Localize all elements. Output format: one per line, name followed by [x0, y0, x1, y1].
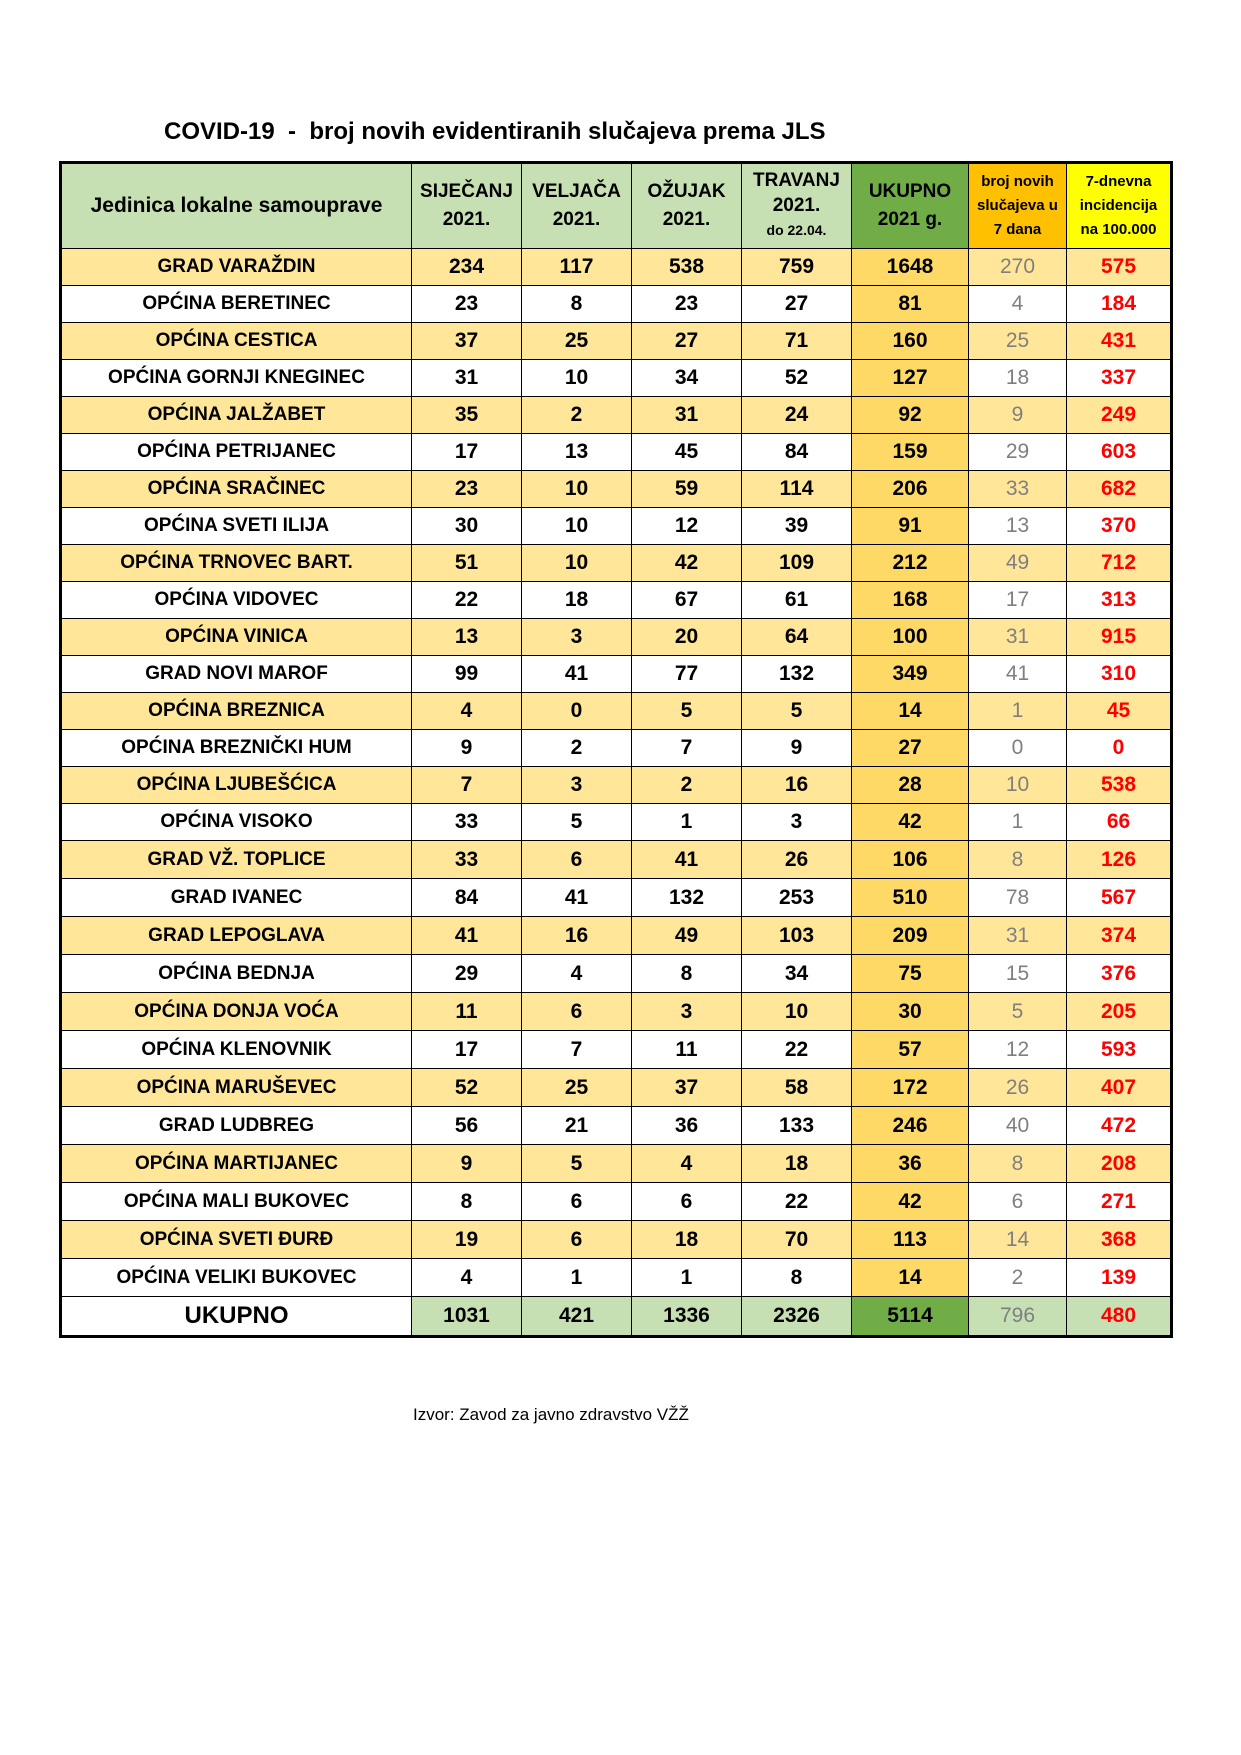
- table-row: [61, 993, 1172, 1031]
- cell-april: 27: [742, 286, 852, 323]
- total-new-7-days: 796: [969, 1297, 1067, 1337]
- source-note: Izvor: Zavod za javno zdravstvo VŽŽ: [413, 1405, 689, 1424]
- cell-new-7-days: 40: [969, 1107, 1067, 1145]
- cell-march: 27: [632, 323, 742, 360]
- cell-total-2021: 81: [852, 286, 969, 323]
- cell-total-2021: 127: [852, 360, 969, 397]
- cell-incidence: 126: [1067, 841, 1172, 879]
- cell-total-2021: 510: [852, 879, 969, 917]
- cell-incidence: 370: [1067, 508, 1172, 545]
- cell-new-7-days: 41: [969, 656, 1067, 693]
- cell-total-2021: 27: [852, 730, 969, 767]
- cell-new-7-days: 26: [969, 1069, 1067, 1107]
- cell-municipality: OPĆINA SVETI ĐURĐ: [61, 1221, 412, 1259]
- table-row: [61, 508, 1172, 545]
- header-february-year: 2021.: [552, 209, 601, 230]
- cell-incidence: 271: [1067, 1183, 1172, 1221]
- cell-march: 4: [632, 1145, 742, 1183]
- table-body: [61, 249, 1172, 1297]
- cell-february: 10: [522, 360, 632, 397]
- cell-municipality: OPĆINA KLENOVNIK: [61, 1031, 412, 1069]
- table-row: [61, 323, 1172, 360]
- cell-february: 41: [522, 656, 632, 693]
- page-title: COVID-19 - broj novih evidentiranih slučajeva prema JLS: [164, 118, 826, 145]
- cell-february: 3: [522, 619, 632, 656]
- cell-february: 5: [522, 1145, 632, 1183]
- cell-incidence: 310: [1067, 656, 1172, 693]
- cell-march: 8: [632, 955, 742, 993]
- table-row: [61, 1183, 1172, 1221]
- cell-january: 7: [412, 767, 522, 804]
- cell-january: 17: [412, 434, 522, 471]
- cell-new-7-days: 29: [969, 434, 1067, 471]
- table-row: [61, 249, 1172, 286]
- cell-march: 12: [632, 508, 742, 545]
- cell-january: 51: [412, 545, 522, 582]
- cell-total-2021: 92: [852, 397, 969, 434]
- header-april: [742, 163, 852, 249]
- cell-incidence: 682: [1067, 471, 1172, 508]
- header-total: [852, 163, 969, 249]
- cell-new-7-days: 9: [969, 397, 1067, 434]
- cell-municipality: OPĆINA BREZNICA: [61, 693, 412, 730]
- cell-total-2021: 30: [852, 993, 969, 1031]
- cell-new-7-days: 18: [969, 360, 1067, 397]
- cell-april: 71: [742, 323, 852, 360]
- cell-january: 41: [412, 917, 522, 955]
- cell-municipality: OPĆINA MARTIJANEC: [61, 1145, 412, 1183]
- cell-february: 18: [522, 582, 632, 619]
- cell-january: 4: [412, 693, 522, 730]
- cell-municipality: GRAD LEPOGLAVA: [61, 917, 412, 955]
- covid-cases-table: [59, 161, 1173, 1338]
- cell-incidence: 915: [1067, 619, 1172, 656]
- cell-new-7-days: 25: [969, 323, 1067, 360]
- cell-incidence: 368: [1067, 1221, 1172, 1259]
- table-row: [61, 917, 1172, 955]
- cell-new-7-days: 33: [969, 471, 1067, 508]
- cell-total-2021: 168: [852, 582, 969, 619]
- table-row: [61, 693, 1172, 730]
- cell-new-7-days: 10: [969, 767, 1067, 804]
- cell-january: 30: [412, 508, 522, 545]
- table-row: [61, 397, 1172, 434]
- cell-january: 9: [412, 1145, 522, 1183]
- header-january-month: SIJEČANJ: [420, 181, 513, 203]
- table-row: [61, 434, 1172, 471]
- cell-february: 4: [522, 955, 632, 993]
- cell-february: 21: [522, 1107, 632, 1145]
- cell-total-2021: 172: [852, 1069, 969, 1107]
- cell-municipality: GRAD VŽ. TOPLICE: [61, 841, 412, 879]
- cell-total-2021: 28: [852, 767, 969, 804]
- cell-new-7-days: 0: [969, 730, 1067, 767]
- cell-total-2021: 14: [852, 1259, 969, 1297]
- cell-january: 84: [412, 879, 522, 917]
- cell-municipality: OPĆINA VINICA: [61, 619, 412, 656]
- cell-march: 23: [632, 286, 742, 323]
- cell-incidence: 538: [1067, 767, 1172, 804]
- table-row: [61, 1069, 1172, 1107]
- cell-incidence: 376: [1067, 955, 1172, 993]
- cell-february: 10: [522, 545, 632, 582]
- header-new7-line1: broj novih: [981, 173, 1054, 190]
- cell-total-2021: 14: [852, 693, 969, 730]
- cell-new-7-days: 2: [969, 1259, 1067, 1297]
- cell-municipality: OPĆINA BREZNIČKI HUM: [61, 730, 412, 767]
- header-april-note: do 22.04.: [766, 222, 827, 239]
- cell-municipality: OPĆINA BERETINEC: [61, 286, 412, 323]
- cell-new-7-days: 13: [969, 508, 1067, 545]
- cell-april: 18: [742, 1145, 852, 1183]
- cell-incidence: 593: [1067, 1031, 1172, 1069]
- cell-april: 70: [742, 1221, 852, 1259]
- cell-municipality: OPĆINA CESTICA: [61, 323, 412, 360]
- cell-municipality: OPĆINA GORNJI KNEGINEC: [61, 360, 412, 397]
- header-inc-line2: incidencija: [1079, 197, 1158, 214]
- cell-february: 2: [522, 397, 632, 434]
- cell-incidence: 313: [1067, 582, 1172, 619]
- header-total-year: 2021 g.: [877, 209, 943, 230]
- cell-february: 13: [522, 434, 632, 471]
- table-row: [61, 1221, 1172, 1259]
- cell-january: 37: [412, 323, 522, 360]
- total-february: 421: [522, 1297, 632, 1337]
- cell-march: 45: [632, 434, 742, 471]
- cell-total-2021: 246: [852, 1107, 969, 1145]
- cell-april: 84: [742, 434, 852, 471]
- cell-municipality: OPĆINA SRAČINEC: [61, 471, 412, 508]
- cell-new-7-days: 5: [969, 993, 1067, 1031]
- header-total-label: UKUPNO: [868, 181, 952, 203]
- cell-municipality: OPĆINA VIDOVEC: [61, 582, 412, 619]
- cell-municipality: OPĆINA DONJA VOĆA: [61, 993, 412, 1031]
- table-row: [61, 1145, 1172, 1183]
- cell-municipality: OPĆINA TRNOVEC BART.: [61, 545, 412, 582]
- table-row: [61, 841, 1172, 879]
- header-march: [632, 163, 742, 249]
- header-january: [412, 163, 522, 249]
- cell-january: 234: [412, 249, 522, 286]
- cell-march: 3: [632, 993, 742, 1031]
- cell-incidence: 208: [1067, 1145, 1172, 1183]
- cell-march: 67: [632, 582, 742, 619]
- cell-incidence: 139: [1067, 1259, 1172, 1297]
- cell-new-7-days: 49: [969, 545, 1067, 582]
- cell-municipality: OPĆINA SVETI ILIJA: [61, 508, 412, 545]
- cell-new-7-days: 17: [969, 582, 1067, 619]
- cell-incidence: 374: [1067, 917, 1172, 955]
- cell-total-2021: 100: [852, 619, 969, 656]
- table-row: [61, 955, 1172, 993]
- cell-february: 6: [522, 1183, 632, 1221]
- header-february: [522, 163, 632, 249]
- header-new7-line3: 7 dana: [993, 221, 1042, 238]
- cell-january: 22: [412, 582, 522, 619]
- cell-incidence: 712: [1067, 545, 1172, 582]
- header-april-month: TRAVANJ: [753, 169, 840, 191]
- table-row: [61, 1259, 1172, 1297]
- cell-april: 133: [742, 1107, 852, 1145]
- cell-incidence: 0: [1067, 730, 1172, 767]
- cell-february: 2: [522, 730, 632, 767]
- cell-march: 42: [632, 545, 742, 582]
- cell-march: 6: [632, 1183, 742, 1221]
- cell-february: 6: [522, 993, 632, 1031]
- cell-january: 31: [412, 360, 522, 397]
- cell-january: 11: [412, 993, 522, 1031]
- cell-incidence: 603: [1067, 434, 1172, 471]
- cell-municipality: OPĆINA VELIKI BUKOVEC: [61, 1259, 412, 1297]
- cell-february: 25: [522, 323, 632, 360]
- header-municipality: [61, 163, 412, 249]
- cell-new-7-days: 15: [969, 955, 1067, 993]
- cell-january: 52: [412, 1069, 522, 1107]
- cell-total-2021: 159: [852, 434, 969, 471]
- cell-new-7-days: 8: [969, 841, 1067, 879]
- cell-april: 34: [742, 955, 852, 993]
- cell-march: 41: [632, 841, 742, 879]
- cell-february: 6: [522, 1221, 632, 1259]
- header-incidence: [1067, 163, 1172, 249]
- cell-january: 23: [412, 471, 522, 508]
- cell-municipality: OPĆINA MARUŠEVEC: [61, 1069, 412, 1107]
- cell-municipality: OPĆINA MALI BUKOVEC: [61, 1183, 412, 1221]
- table-row: [61, 619, 1172, 656]
- total-label: UKUPNO: [61, 1297, 412, 1337]
- cell-april: 109: [742, 545, 852, 582]
- cell-april: 253: [742, 879, 852, 917]
- cell-february: 16: [522, 917, 632, 955]
- cell-april: 9: [742, 730, 852, 767]
- cell-incidence: 45: [1067, 693, 1172, 730]
- cell-january: 8: [412, 1183, 522, 1221]
- cell-february: 8: [522, 286, 632, 323]
- cell-april: 52: [742, 360, 852, 397]
- cell-march: 20: [632, 619, 742, 656]
- cell-total-2021: 113: [852, 1221, 969, 1259]
- cell-incidence: 431: [1067, 323, 1172, 360]
- cell-january: 4: [412, 1259, 522, 1297]
- cell-april: 16: [742, 767, 852, 804]
- cell-march: 34: [632, 360, 742, 397]
- cell-total-2021: 75: [852, 955, 969, 993]
- cell-march: 538: [632, 249, 742, 286]
- total-march: 1336: [632, 1297, 742, 1337]
- cell-new-7-days: 78: [969, 879, 1067, 917]
- cell-new-7-days: 1: [969, 804, 1067, 841]
- cell-total-2021: 209: [852, 917, 969, 955]
- header-new7-line2: slučajeva u: [977, 197, 1058, 214]
- cell-february: 5: [522, 804, 632, 841]
- cell-total-2021: 206: [852, 471, 969, 508]
- cell-new-7-days: 31: [969, 619, 1067, 656]
- cell-total-2021: 42: [852, 804, 969, 841]
- table-header-row: [61, 163, 1172, 249]
- cell-incidence: 567: [1067, 879, 1172, 917]
- cell-january: 99: [412, 656, 522, 693]
- cell-new-7-days: 8: [969, 1145, 1067, 1183]
- cell-april: 5: [742, 693, 852, 730]
- cell-february: 25: [522, 1069, 632, 1107]
- header-inc-line1: 7-dnevna: [1085, 173, 1152, 190]
- cell-new-7-days: 6: [969, 1183, 1067, 1221]
- cell-january: 17: [412, 1031, 522, 1069]
- cell-total-2021: 1648: [852, 249, 969, 286]
- cell-february: 1: [522, 1259, 632, 1297]
- cell-incidence: 66: [1067, 804, 1172, 841]
- cell-march: 31: [632, 397, 742, 434]
- cell-march: 1: [632, 804, 742, 841]
- cell-january: 35: [412, 397, 522, 434]
- cell-march: 36: [632, 1107, 742, 1145]
- cell-incidence: 575: [1067, 249, 1172, 286]
- cell-new-7-days: 14: [969, 1221, 1067, 1259]
- table-row: [61, 1031, 1172, 1069]
- header-april-year: 2021.: [772, 194, 821, 216]
- cell-new-7-days: 4: [969, 286, 1067, 323]
- cell-march: 11: [632, 1031, 742, 1069]
- cell-february: 41: [522, 879, 632, 917]
- cell-march: 37: [632, 1069, 742, 1107]
- cell-total-2021: 160: [852, 323, 969, 360]
- cell-incidence: 407: [1067, 1069, 1172, 1107]
- total-incidence: 480: [1067, 1297, 1172, 1337]
- cell-january: 29: [412, 955, 522, 993]
- cell-municipality: OPĆINA VISOKO: [61, 804, 412, 841]
- cell-incidence: 249: [1067, 397, 1172, 434]
- cell-january: 56: [412, 1107, 522, 1145]
- total-january: 1031: [412, 1297, 522, 1337]
- cell-march: 132: [632, 879, 742, 917]
- cell-new-7-days: 1: [969, 693, 1067, 730]
- cell-january: 33: [412, 804, 522, 841]
- cell-march: 2: [632, 767, 742, 804]
- cell-march: 5: [632, 693, 742, 730]
- cell-february: 0: [522, 693, 632, 730]
- header-february-month: VELJAČA: [532, 181, 621, 203]
- cell-municipality: OPĆINA BEDNJA: [61, 955, 412, 993]
- cell-april: 24: [742, 397, 852, 434]
- cell-march: 77: [632, 656, 742, 693]
- table-row: [61, 656, 1172, 693]
- table-row: [61, 471, 1172, 508]
- cell-new-7-days: 31: [969, 917, 1067, 955]
- cell-municipality: GRAD IVANEC: [61, 879, 412, 917]
- cell-january: 13: [412, 619, 522, 656]
- cell-april: 64: [742, 619, 852, 656]
- header-municipality-label: Jedinica lokalne samouprave: [90, 193, 383, 217]
- cell-march: 49: [632, 917, 742, 955]
- cell-april: 10: [742, 993, 852, 1031]
- cell-march: 7: [632, 730, 742, 767]
- cell-municipality: OPĆINA LJUBEŠĆICA: [61, 767, 412, 804]
- cell-january: 33: [412, 841, 522, 879]
- cell-march: 18: [632, 1221, 742, 1259]
- cell-incidence: 184: [1067, 286, 1172, 323]
- cell-april: 22: [742, 1031, 852, 1069]
- header-inc-line3: na 100.000: [1080, 221, 1157, 238]
- cell-municipality: OPĆINA PETRIJANEC: [61, 434, 412, 471]
- cell-february: 117: [522, 249, 632, 286]
- cell-municipality: GRAD NOVI MAROF: [61, 656, 412, 693]
- table-row: [61, 730, 1172, 767]
- header-new-7-days: [969, 163, 1067, 249]
- header-march-year: 2021.: [662, 209, 711, 230]
- cell-february: 10: [522, 508, 632, 545]
- cell-municipality: OPĆINA JALŽABET: [61, 397, 412, 434]
- cell-total-2021: 57: [852, 1031, 969, 1069]
- cell-april: 103: [742, 917, 852, 955]
- cell-february: 10: [522, 471, 632, 508]
- table-row: [61, 286, 1172, 323]
- cell-total-2021: 36: [852, 1145, 969, 1183]
- total-row: [61, 1297, 1172, 1337]
- cell-february: 7: [522, 1031, 632, 1069]
- cell-february: 6: [522, 841, 632, 879]
- header-march-month: OŽUJAK: [647, 181, 726, 203]
- cell-april: 26: [742, 841, 852, 879]
- cell-incidence: 205: [1067, 993, 1172, 1031]
- cell-january: 23: [412, 286, 522, 323]
- cell-february: 3: [522, 767, 632, 804]
- cell-april: 58: [742, 1069, 852, 1107]
- cell-total-2021: 42: [852, 1183, 969, 1221]
- cell-new-7-days: 12: [969, 1031, 1067, 1069]
- cell-total-2021: 349: [852, 656, 969, 693]
- table-row: [61, 1107, 1172, 1145]
- total-2021: 5114: [852, 1297, 969, 1337]
- cell-april: 22: [742, 1183, 852, 1221]
- cell-incidence: 472: [1067, 1107, 1172, 1145]
- cell-january: 9: [412, 730, 522, 767]
- cell-january: 19: [412, 1221, 522, 1259]
- table-row: [61, 545, 1172, 582]
- table-row: [61, 582, 1172, 619]
- table-row: [61, 767, 1172, 804]
- cell-april: 8: [742, 1259, 852, 1297]
- cell-total-2021: 106: [852, 841, 969, 879]
- cell-municipality: GRAD LUDBREG: [61, 1107, 412, 1145]
- header-january-year: 2021.: [442, 209, 491, 230]
- table-row: [61, 360, 1172, 397]
- cell-april: 114: [742, 471, 852, 508]
- cell-april: 759: [742, 249, 852, 286]
- cell-march: 1: [632, 1259, 742, 1297]
- cell-april: 61: [742, 582, 852, 619]
- cell-incidence: 337: [1067, 360, 1172, 397]
- cell-total-2021: 212: [852, 545, 969, 582]
- cell-april: 3: [742, 804, 852, 841]
- total-april: 2326: [742, 1297, 852, 1337]
- cell-march: 59: [632, 471, 742, 508]
- cell-april: 39: [742, 508, 852, 545]
- table-row: [61, 804, 1172, 841]
- cell-new-7-days: 270: [969, 249, 1067, 286]
- table-row: [61, 879, 1172, 917]
- cell-total-2021: 91: [852, 508, 969, 545]
- cell-april: 132: [742, 656, 852, 693]
- cell-municipality: GRAD VARAŽDIN: [61, 249, 412, 286]
